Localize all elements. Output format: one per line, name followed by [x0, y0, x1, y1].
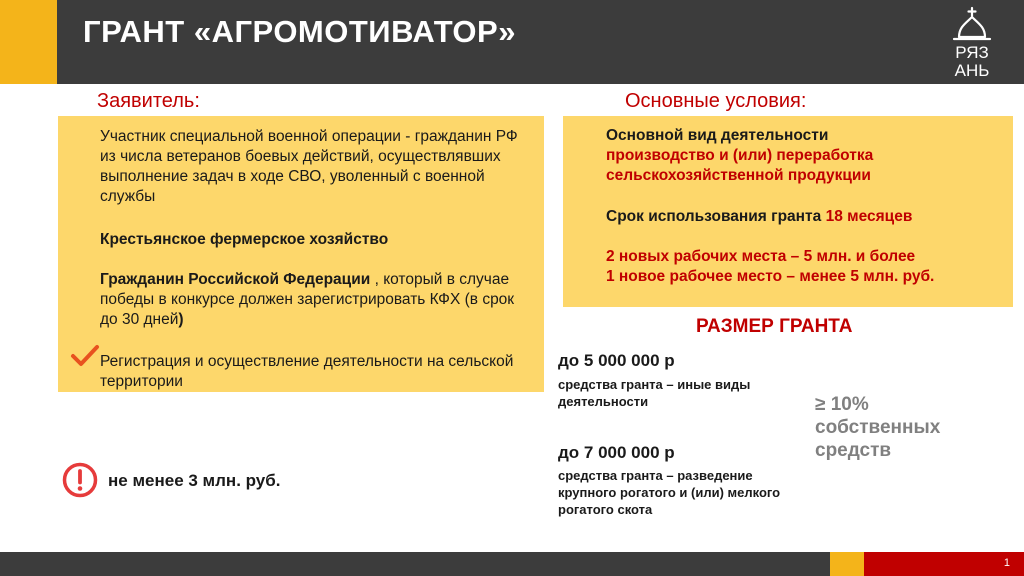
applicant-heading: Заявитель:: [97, 90, 200, 112]
exclamation-circle-icon: [62, 462, 98, 498]
jobs-line-2: 1 новое рабочее место – менее 5 млн. руб.: [606, 268, 935, 285]
min-amount-text: не менее 3 млн. руб.: [108, 471, 281, 490]
citizen-bold: Гражданин Российской Федерации: [100, 271, 371, 288]
logo-text-top: РЯЗ: [955, 43, 989, 62]
header-bar: [0, 0, 1024, 84]
footer-bar: [0, 552, 1024, 576]
applicant-text-veteran: Участник специальной военной операции - гражданин РФ из числа ветеранов боевых действий, осуществлявших выполнение задач в ходе СВО, уволенный с военной службы: [100, 128, 518, 205]
activity-label: Основной вид деятельности: [606, 127, 829, 144]
footer-accent-red: [864, 552, 1024, 576]
grant1-amount: до 5 000 000 р: [558, 351, 675, 370]
footer-accent-yellow: [830, 552, 864, 576]
grant2-description: средства гранта – разведение крупного рогатого и (или) мелкого рогатого скота: [558, 468, 781, 517]
header-accent: [0, 0, 57, 84]
term-line: [606, 207, 1006, 227]
check-icon: [70, 344, 100, 368]
grant-size-heading: РАЗМЕР ГРАНТА: [696, 316, 853, 337]
applicant-text-citizen: [100, 270, 520, 330]
logo-text-bottom: АНЬ: [954, 61, 990, 80]
activity-value: производство и (или) переработка сельскохозяйственной продукции: [606, 147, 874, 184]
conditions-heading: Основные условия:: [625, 90, 807, 112]
grant1-description: средства гранта – иные виды деятельности: [558, 377, 751, 409]
own-funds-text: ≥ 10% собственных средств: [815, 394, 941, 461]
citizen-rest: , который в случае победы в конкурсе должен зарегистрировать КФХ (в срок до 30 дней: [100, 271, 515, 328]
term-label: Срок использования гранта: [606, 208, 822, 225]
applicant-text-registration: Регистрация и осуществление деятельности на сельской территории: [100, 353, 514, 390]
term-value: 18 месяцев: [825, 208, 913, 225]
page-number: 1: [1003, 557, 1010, 569]
applicant-text-kfh: Крестьянское фермерское хозяйство: [100, 231, 389, 248]
grant2-amount: до 7 000 000 р: [558, 443, 675, 462]
page-title: ГРАНТ «АГРОМОТИВАТОР»: [83, 14, 516, 49]
jobs-line-1: 2 новых рабочих места – 5 млн. и более: [606, 248, 916, 265]
citizen-end: ): [178, 311, 184, 328]
ryazan-logo-icon: [944, 6, 1000, 80]
